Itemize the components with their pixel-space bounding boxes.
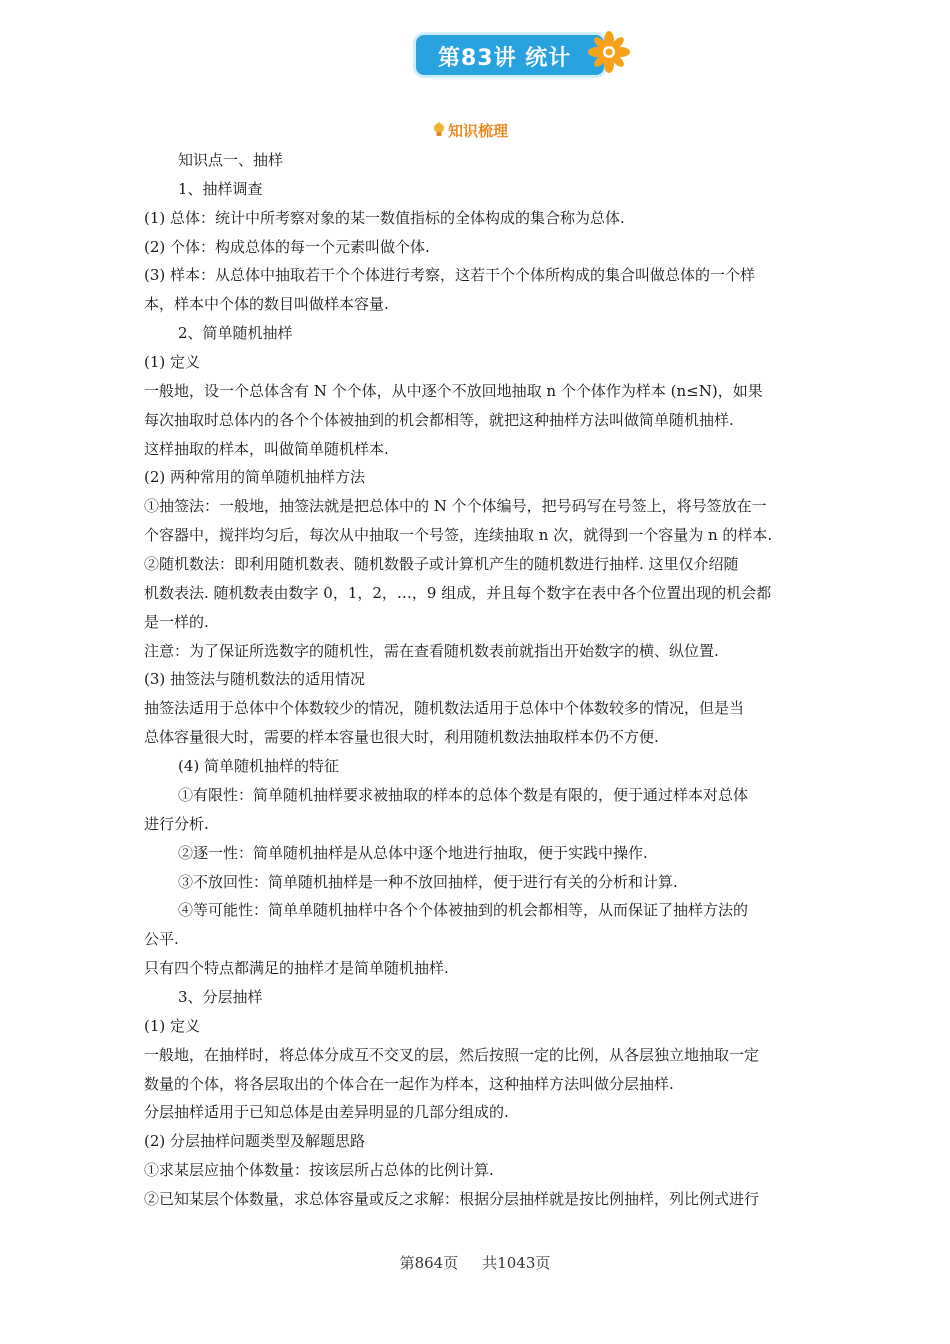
text-line: 总体容量很大时，需要的样本容量也很大时，利用随机数法抽取样本仍不方便. — [144, 728, 659, 746]
text-line: 机数表法. 随机数表由数字 0，1，2，…，9 组成，并且每个数字在表中各个位置出现的机会都 — [144, 584, 772, 602]
text-line: (1) 总体：统计中所考察对象的某一数值指标的全体构成的集合称为总体. — [144, 209, 625, 227]
text-line: 每次抽取时总体内的各个个体被抽到的机会都相等，就把这种抽样方法叫做简单随机抽样. — [144, 411, 734, 429]
page-total: 共1043页 — [482, 1254, 551, 1272]
text-line: (1) 定义 — [144, 353, 201, 371]
text-line: 一般地，在抽样时，将总体分成互不交叉的层，然后按照一定的比例，从各层独立地抽取一定 — [144, 1046, 760, 1064]
text-line: (2) 个体：构成总体的每一个元素叫做个体. — [144, 238, 430, 256]
text-line: 知识点一、抽样 — [178, 151, 284, 169]
text-line: ①求某层应抽个体数量：按该层所占总体的比例计算. — [144, 1161, 494, 1179]
page-number: 第864页 — [399, 1254, 459, 1272]
chapter-banner — [416, 35, 604, 75]
text-line: 注意：为了保证所选数字的随机性，需在查看随机数表前就指出开始数字的横、纵位置. — [144, 642, 719, 660]
text-line: 只有四个特点都满足的抽样才是简单随机抽样. — [144, 959, 449, 977]
section-heading-text: 知识梳理 — [448, 122, 509, 140]
flower-icon — [585, 28, 633, 76]
text-line: 数量的个体，将各层取出的个体合在一起作为样本，这种抽样方法叫做分层抽样. — [144, 1075, 674, 1093]
lightbulb-icon — [432, 122, 446, 138]
text-line: 公平. — [144, 930, 179, 948]
text-line: 3、分层抽样 — [178, 988, 263, 1006]
text-line: ①抽签法：一般地，抽签法就是把总体中的 N 个个体编号，把号码写在号签上，将号签放在一 — [144, 497, 767, 515]
text-line: 2、简单随机抽样 — [178, 324, 293, 342]
text-line: (3) 样本：从总体中抽取若干个个体进行考察，这若干个个体所构成的集合叫做总体的一个样 — [144, 266, 756, 284]
text-line: 个容器中，搅拌均匀后，每次从中抽取一个号签，连续抽取 n 次，就得到一个容量为 n 的样本. — [144, 526, 773, 544]
text-line: ①有限性：简单随机抽样要求被抽取的样本的总体个数是有限的，便于通过样本对总体 — [178, 786, 749, 804]
text-line: (2) 两种常用的简单随机抽样方法 — [144, 468, 366, 486]
text-line: ④等可能性：简单单随机抽样中各个个体被抽到的机会都相等，从而保证了抽样方法的 — [178, 901, 749, 919]
text-line: (3) 抽签法与随机数法的适用情况 — [144, 670, 366, 688]
chapter-title: 第83讲 统计 — [438, 46, 572, 71]
section-heading — [432, 120, 508, 141]
text-line: 抽签法适用于总体中个体数较少的情况，随机数法适用于总体中个体数较多的情况，但是当 — [144, 699, 745, 717]
text-line: (2) 分层抽样问题类型及解题思路 — [144, 1132, 366, 1150]
text-line: 一般地，设一个总体含有 N 个个体，从中逐个不放回地抽取 n 个个体作为样本 (n≤N)，如果 — [144, 382, 763, 400]
text-line: 进行分析. — [144, 815, 209, 833]
text-line: 这样抽取的样本，叫做简单随机样本. — [144, 440, 389, 458]
text-line: ②随机数法：即利用随机数表、随机数骰子或计算机产生的随机数进行抽样. 这里仅介绍随 — [144, 555, 739, 573]
text-line: (4) 简单随机抽样的特征 — [178, 757, 340, 775]
text-line: 分层抽样适用于已知总体是由差异明显的几部分组成的. — [144, 1103, 509, 1121]
text-line: 是一样的. — [144, 613, 209, 631]
text-line: (1) 定义 — [144, 1017, 201, 1035]
page-footer — [0, 1252, 950, 1273]
text-line: 本，样本中个体的数目叫做样本容量. — [144, 295, 389, 313]
text-line: 1、抽样调查 — [178, 180, 263, 198]
text-line: ②逐一性：简单随机抽样是从总体中逐个地进行抽取，便于实践中操作. — [178, 844, 648, 862]
text-line: ③不放回性：简单随机抽样是一种不放回抽样，便于进行有关的分析和计算. — [178, 873, 678, 891]
text-line: ②已知某层个体数量，求总体容量或反之求解：根据分层抽样就是按比例抽样，列比例式进行 — [144, 1190, 760, 1208]
